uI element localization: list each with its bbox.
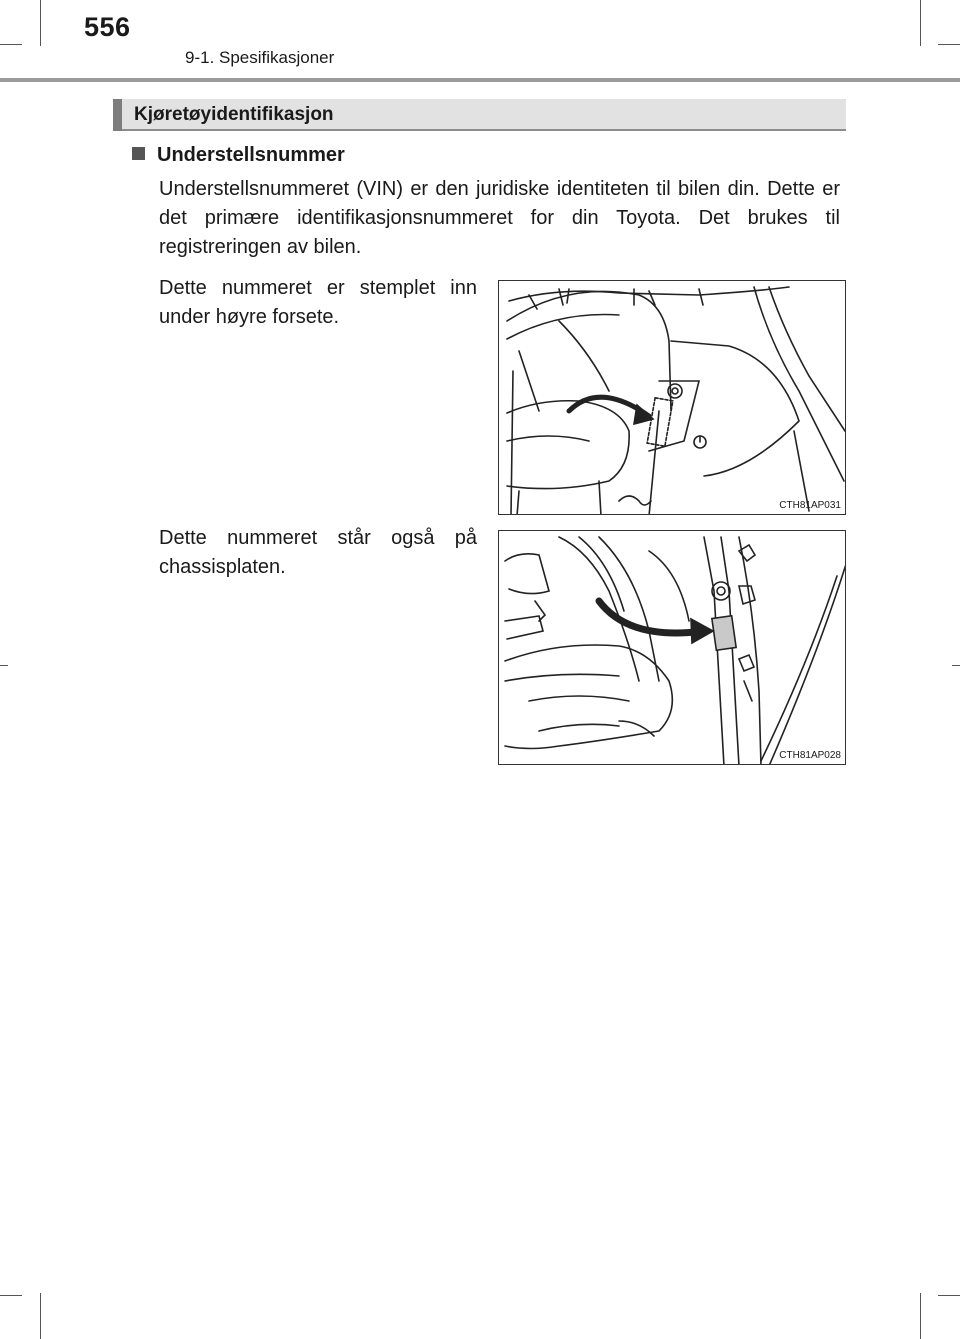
subsection-title: Understellsnummer — [157, 144, 345, 166]
page-number: 556 — [84, 12, 131, 42]
section-title: Kjøretøyidentifikasjon — [134, 104, 334, 125]
crop-mark — [938, 1295, 960, 1296]
bullet-square-icon — [132, 147, 145, 160]
seat-floor-vin-illustration — [499, 281, 846, 515]
figure-chassis-plate — [498, 530, 846, 765]
page-header — [0, 0, 960, 82]
crop-mark — [0, 1295, 22, 1296]
header-rule — [0, 78, 960, 82]
chapter-title: 9-1. Spesifikasjoner — [185, 48, 335, 67]
crop-mark — [952, 665, 960, 666]
door-pillar-plate-illustration — [499, 531, 846, 765]
figure-code: CTH81AP031 — [779, 500, 841, 511]
location-text-1: Dette nummeret er stemplet inn under høyre forsete. — [159, 277, 477, 328]
crop-mark — [40, 1293, 41, 1339]
crop-mark — [920, 1293, 921, 1339]
section-heading — [113, 99, 846, 131]
crop-mark — [0, 665, 8, 666]
figure-seat-vin — [498, 280, 846, 515]
intro-paragraph: Understellsnummeret (VIN) er den juridiske identiteten til bilen din. Dette er det primære identifikasjonsnummeret for din Toyota. Det brukes til registreringen av bilen. — [159, 178, 840, 258]
subsection-heading — [132, 144, 345, 167]
figure-code: CTH81AP028 — [779, 750, 841, 761]
location-text-2: Dette nummeret står også på chassisplaten. — [159, 527, 477, 578]
